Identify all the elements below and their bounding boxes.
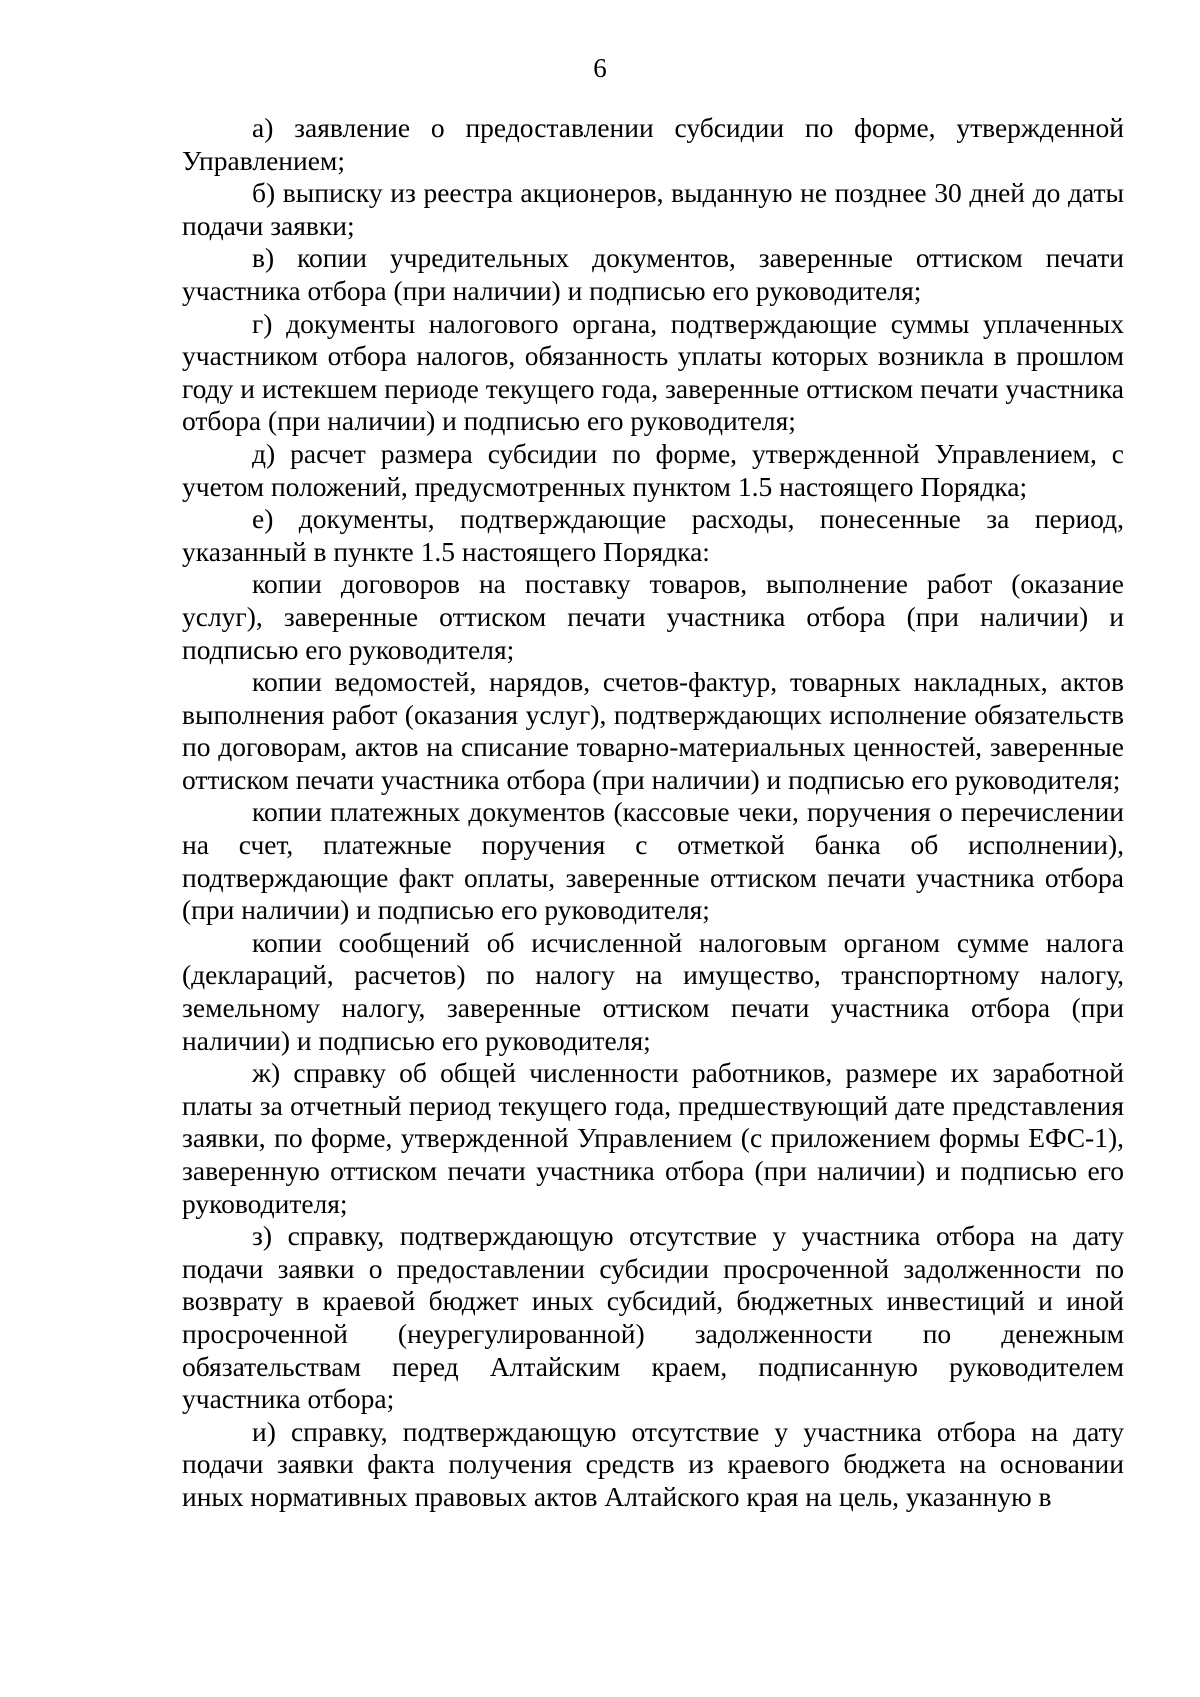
item-a-paragraph: а) заявление о предоставлении субсидии по форме, утвержденной Управлением;: [182, 112, 1124, 176]
tax-messages-paragraph: копии сообщений об исчисленной налоговым органом сумме налога (деклараций, расчетов) по налогу на имущество, транспортному налогу, земельному налогу, заверенные оттиском печати участника отбора (при наличии) и подписью его руководителя;: [182, 926, 1124, 1056]
statements-copies-paragraph: копии ведомостей, нарядов, счетов-фактур, товарных накладных, актов выполнения работ (оказания услуг), подтверждающих исполнение обязательств по договорам, актов на списание товарно-материальных ценностей, заверенные оттиском печати участника отбора (при наличии) и подписью его руководителя;: [182, 666, 1124, 795]
item-z-paragraph: з) справку, подтверждающую отсутствие у участника отбора на дату подачи заявки о предоставлении субсидии просроченной задолженности по возврату в краевой бюджет иных субсидий, бюджетных инвестиций и иной просроченной (неурегулированной) задолженности по денежным обязательствам перед Алтайским краем, подписанную руководителем участника отбора;: [182, 1220, 1124, 1415]
item-d-paragraph: д) расчет размера субсидии по форме, утвержденной Управлением, с учетом положений, предусмотренных пунктом 1.5 настоящего Порядка;: [182, 437, 1124, 502]
item-e-paragraph: е) документы, подтверждающие расходы, понесенные за период, указанный в пункте 1.5 настоящего Порядка:: [182, 503, 1124, 567]
page-number: 6: [593, 53, 607, 83]
item-v-paragraph: в) копии учредительных документов, заверенные оттиском печати участника отбора (при наличии) и подписью его руководителя;: [182, 242, 1124, 306]
item-zh-paragraph: ж) справку об общей численности работников, размере их заработной платы за отчетный период текущего года, предшествующий дате представления заявки, по форме, утвержденной Управлением (с приложением формы ЕФС-1), заверенную оттиском печати участника отбора (при наличии) и подписью его руководителя;: [182, 1057, 1124, 1219]
document-body: [182, 112, 1124, 1514]
item-b-paragraph: б) выписку из реестра акционеров, выданную не позднее 30 дней до даты подачи заявки;: [182, 177, 1124, 241]
payment-documents-paragraph: копии платежных документов (кассовые чеки, поручения о перечислении на счет, платежные поручения с отметкой банка об исполнении), подтверждающие факт оплаты, заверенные оттиском печати участника отбора (при наличии) и подписью его руководителя;: [182, 796, 1124, 926]
item-i-paragraph: и) справку, подтверждающую отсутствие у участника отбора на дату подачи заявки факта получения средств из краевого бюджета на основании иных нормативных правовых актов Алтайского края на цель, указанную в: [182, 1415, 1124, 1512]
item-g-paragraph: г) документы налогового органа, подтверждающие суммы уплаченных участником отбора налогов, обязанность уплаты которых возникла в прошлом году и истекшем периоде текущего года, заверенные оттиском печати участника отбора (при наличии) и подписью его руководителя;: [182, 307, 1124, 437]
contracts-copies-paragraph: копии договоров на поставку товаров, выполнение работ (оказание услуг), заверенные оттиском печати участника отбора (при наличии) и подписью его руководителя;: [182, 568, 1124, 665]
